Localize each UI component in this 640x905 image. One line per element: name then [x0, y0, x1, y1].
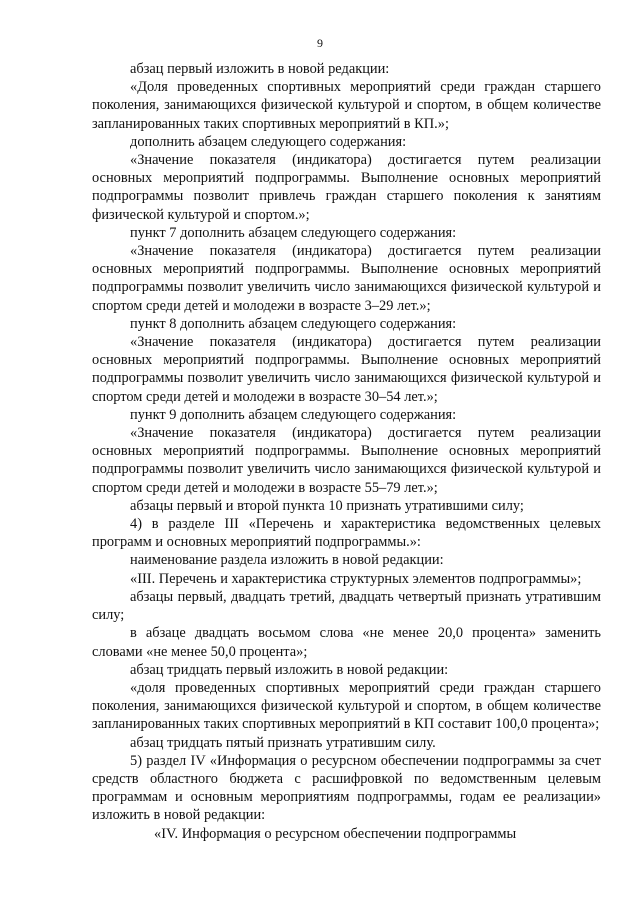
page-number: 9 — [317, 36, 323, 50]
paragraph: пункт 9 дополнить абзацем следующего содержания: — [130, 406, 457, 423]
paragraph: абзац первый изложить в новой редакции: — [130, 61, 390, 77]
paragraph: «доля проведенных спортивных мероприятий среди граждан старшего поколения, занимающихся физической культурой и спортом, в общем количестве запланированных таких спортивных мероприятий в КП составит 100,0 процента»; — [92, 679, 601, 733]
paragraph: 4) в разделе III «Перечень и характеристика ведомственных целевых программ и основных мероприятий подпрограммы.»: — [92, 516, 601, 551]
document-body — [92, 60, 601, 843]
paragraph: «Значение показателя (индикатора) достигается путем реализации основных мероприятий подпрограммы. Выполнение основных мероприятий подпрограммы позволит увеличить число занимающихся физической культурой и спортом среди детей и молодежи в возрасте 55–79 лет.»; — [92, 425, 601, 496]
paragraph: «Значение показателя (индикатора) достигается путем реализации основных мероприятий подпрограммы. Выполнение основных мероприятий подпрограммы позволит привлечь граждан старшего поколения к занятиям физической культурой и спортом.»; — [92, 152, 601, 223]
paragraph: «Доля проведенных спортивных мероприятий среди граждан старшего поколения, занимающихся физической культурой и спортом, в общем количестве запланированных таких спортивных мероприятий в КП.»; — [92, 79, 601, 132]
paragraph: «Значение показателя (индикатора) достигается путем реализации основных мероприятий подпрограммы. Выполнение основных мероприятий подпрограммы позволит увеличить число занимающихся физической культурой и спортом среди детей и молодежи в возрасте 30–54 лет.»; — [92, 334, 601, 405]
paragraph: абзац тридцать первый изложить в новой редакции: — [130, 661, 449, 678]
paragraph: пункт 7 дополнить абзацем следующего содержания: — [130, 224, 457, 241]
paragraph: пункт 8 дополнить абзацем следующего содержания: — [130, 315, 457, 332]
paragraph: абзацы первый, двадцать третий, двадцать четвертый признать утратившим силу; — [92, 588, 601, 624]
paragraph: в абзаце двадцать восьмом слова «не менее 20,0 процента» заменить словами «не менее 50,0 процента»; — [92, 625, 601, 660]
paragraph: 5) раздел IV «Информация о ресурсном обеспечении подпрограммы за счет средств областного бюджета с расшифровкой по ведомственным целевым программам и основным мероприятиям подпрограммы, годам ее реализации» изложить в новой редакции: — [92, 752, 601, 824]
paragraph: абзацы первый и второй пункта 10 признать утратившими силу; — [130, 497, 524, 514]
section-heading: «IV. Информация о ресурсном обеспечении подпрограммы — [154, 825, 517, 842]
paragraph: наименование раздела изложить в новой редакции: — [130, 552, 444, 569]
paragraph: дополнить абзацем следующего содержания: — [130, 133, 407, 150]
paragraph: «Значение показателя (индикатора) достигается путем реализации основных мероприятий подпрограммы. Выполнение основных мероприятий подпрограммы позволит увеличить число занимающихся физической культурой и спортом среди детей и молодежи в возрасте 3–29 лет.»; — [92, 243, 601, 314]
paragraph: «III. Перечень и характеристика структурных элементов подпрограммы»; — [130, 570, 582, 587]
paragraph: абзац тридцать пятый признать утратившим силу. — [130, 734, 436, 751]
